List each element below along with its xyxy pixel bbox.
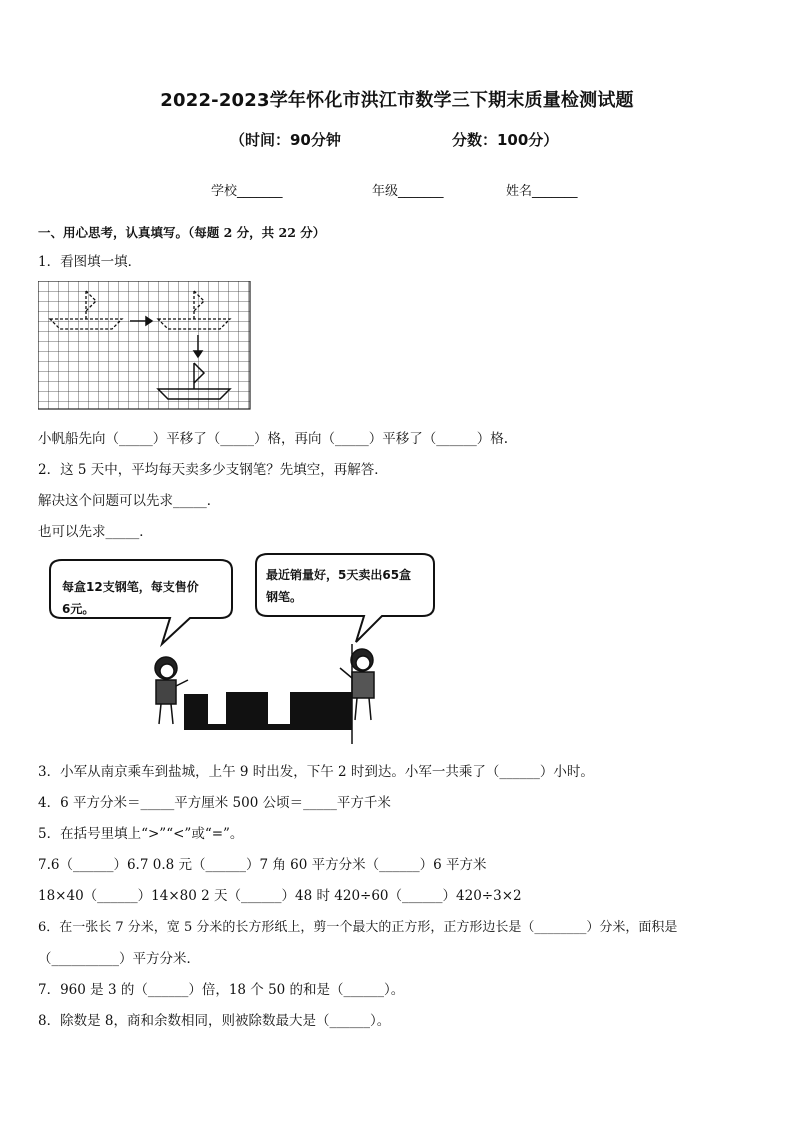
question-6-line-2: （__________）平方分米． [38,951,200,967]
exam-score: 分数：100分） [452,131,559,149]
bubble-left-line-2: 6元。 [62,602,95,616]
bubble-right-line-1: 最近销量好，5天卖出65盒 [266,568,412,582]
question-5-row-2: 18×40（______）14×80 2 天（______）48 时 420÷60（______）420÷3×2 [38,888,522,904]
name-field: 姓名_______ [506,184,578,199]
exam-time: （时间：90分钟 [230,131,341,149]
bubble-right-line-2: 钢笔。 [266,590,303,604]
bubble-left-line-1: 每盒12支钢笔，每支售价 [62,580,199,594]
pen-sales-illustration [38,552,438,748]
question-4: 4．6 平方分米＝_____平方厘米 500 公顷＝_____平方千米 [38,795,391,811]
school-field: 学校_______ [211,184,283,199]
question-2-title: 2．这 5 天中，平均每天卖多少支钢笔？先填空，再解答． [38,462,388,478]
question-3: 3．小军从南京乘车到盐城，上午 9 时出发，下午 2 时到达。小军一共乘了（______）小时。 [38,764,594,780]
question-2-line-2: 也可以先求_____． [38,524,153,540]
question-5: 5．在括号里填上“>”“<”或“=”。 [38,826,244,842]
grade-field: 年级_______ [372,184,444,199]
question-8: 8．除数是 8，商和余数相同，则被除数最大是（______）。 [38,1013,391,1029]
sailboat-grid-figure [38,281,252,411]
question-7: 7．960 是 3 的（______）倍，18 个 50 的和是（______）。 [38,982,405,998]
question-2-line-1: 解决这个问题可以先求_____． [38,493,221,509]
section-heading: 一、用心思考，认真填写。（每题 2 分，共 22 分） [38,225,326,240]
question-6-line-1: 6．在一张长 7 分米，宽 5 分米的长方形纸上，剪一个最大的正方形，正方形边长是（________）分米，面积是 [38,920,678,935]
question-1-text: 小帆船先向（_____）平移了（_____）格，再向（_____）平移了（______）格. [38,431,509,447]
page-title: 2022-2023学年怀化市洪江市数学三下期末质量检测试题 [160,90,634,111]
question-5-row-1: 7.6（______）6.7 0.8 元（______）7 角 60 平方分米（______）6 平方米 [38,857,487,873]
question-1-title: 1．看图填一填． [38,254,142,270]
